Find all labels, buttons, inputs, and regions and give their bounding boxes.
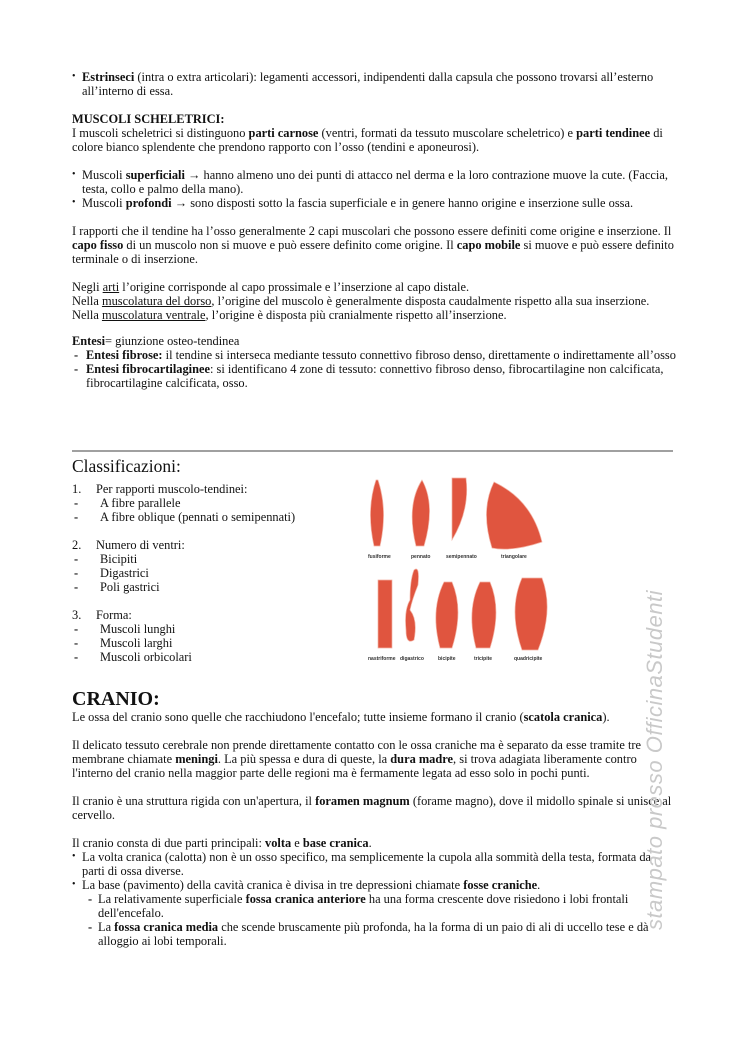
group-label-text: Forma:	[96, 608, 132, 622]
group-label-text: Numero di ventri:	[96, 538, 185, 552]
fossa-anteriore	[72, 892, 676, 920]
tricipite-muscle-shape	[472, 582, 496, 648]
group-item	[72, 552, 362, 566]
text-run: l’origine corrisponde al capo prossimale e l’inserzione al capo distale.	[119, 280, 470, 294]
underlined-term: arti	[102, 280, 120, 294]
bullet-volta	[72, 850, 676, 878]
classificazioni-section	[72, 456, 362, 664]
digastrico-muscle-shape	[406, 569, 419, 641]
group-label	[72, 608, 362, 622]
group-item	[72, 566, 362, 580]
group-label-text: Per rapporti muscolo-tendinei:	[96, 482, 248, 496]
group-number: 2.	[72, 538, 82, 552]
classificazioni-title: Classificazioni:	[72, 456, 181, 476]
group-item-text: Digastrici	[100, 566, 149, 580]
rapporti-paragraph	[72, 224, 676, 266]
underlined-term: muscolatura ventrale	[101, 308, 206, 322]
muscoli-intro	[72, 126, 676, 154]
text-run: si muove e può essere definito terminale o di inserzione.	[72, 238, 674, 266]
bold-term: superficiali	[125, 168, 185, 182]
group-item-text: A fibre parallele	[100, 496, 181, 510]
cranio-section	[72, 688, 676, 948]
text-run: ).	[602, 710, 610, 724]
group-number: 3.	[72, 608, 82, 622]
bold-term: fossa cranica media	[114, 920, 219, 934]
bold-term: meningi	[175, 752, 218, 766]
cranio-p2	[72, 738, 676, 780]
bold-term: scatola cranica	[523, 710, 603, 724]
classification-group	[72, 538, 362, 594]
text-run: , l’origine è disposta più cranialmente rispetto all’inserzione.	[205, 308, 507, 322]
group-item	[72, 580, 362, 594]
text-run: (ventri, formati da tessuto muscolare scheletrico) e	[318, 126, 577, 140]
text-run: , l’origine del muscolo è generalmente disposta caudalmente rispetto alla sua inserzione.	[211, 294, 650, 308]
text-run: La volta cranica (calotta) non è un osso specifico, ma semplicemente la cupola alla sommità della testa, formata da parti di ossa diverse.	[82, 850, 652, 878]
text-run: I rapporti che il tendine ha l’osso generalmente 2 capi muscolari che possono essere definiti come origine e inserzione. Il	[72, 224, 672, 238]
bicipite-muscle-shape	[436, 582, 458, 648]
muscoli-title: MUSCOLI SCHELETRICI:	[72, 112, 225, 126]
entesi-definition	[72, 334, 676, 348]
origine-arti	[72, 280, 676, 294]
cranio-title: CRANIO:	[72, 688, 160, 710]
text-run: Le ossa del cranio sono quelle che racchiudono l'encefalo; tutte insieme formano il cranio (	[72, 710, 524, 724]
estrinseci-text	[72, 70, 676, 98]
text-run: I muscoli scheletrici si distinguono	[72, 126, 249, 140]
text-run: = giunzione osteo-tendinea	[105, 334, 240, 348]
group-label	[72, 482, 362, 496]
group-number: 1.	[72, 482, 82, 496]
semipennato-label: semipennato	[446, 554, 477, 560]
group-item	[72, 650, 362, 664]
text-run: Muscoli	[82, 168, 126, 182]
group-item	[72, 496, 362, 510]
bold-term: profondi	[125, 196, 172, 210]
text-run: Muscoli	[82, 196, 126, 210]
text-run: e	[291, 836, 303, 850]
bold-term: dura madre	[390, 752, 454, 766]
text-run: (forame magno), dove il midollo spinale si unisce al cervello.	[72, 794, 672, 822]
group-item	[72, 510, 362, 524]
bold-term: Estrinseci	[82, 70, 135, 84]
muscoli-section	[72, 112, 676, 390]
text-run: di colore bianco splendente che prendono rapporto con l’osso (tendini e aponeurosi).	[72, 126, 663, 154]
digastrico-label: digastrico	[400, 656, 424, 662]
text-run: che scende bruscamente più profonda, ha la forma di un paio di ali di uccello tese e dà alloggio ai lobi temporali.	[98, 920, 649, 948]
triangolare-muscle-shape	[486, 482, 542, 549]
bullet-base	[72, 878, 676, 892]
estrinseci-bullet	[72, 70, 676, 98]
text-run: La base (pavimento) della cavità cranica è divisa in tre depressioni chiamate	[82, 878, 464, 892]
group-item-text: Poli gastrici	[100, 580, 160, 594]
muscle-shapes-figure	[362, 470, 562, 665]
nastriforme-label: nastriforme	[368, 656, 396, 662]
text-run: Nella	[72, 308, 102, 322]
bold-term: Entesi fibrose:	[86, 348, 163, 362]
watermark: stampato presso OfficinaStudenti	[642, 589, 667, 930]
cranio-p1	[72, 710, 676, 724]
text-run: (intra o extra articolari): legamenti accessori, indipendenti dalla capsula che possono trovarsi all’esterno all’interno di essa.	[82, 70, 654, 98]
classificazioni-list	[72, 482, 362, 664]
group-item-text: A fibre oblique (pennati o semipennati)	[100, 510, 296, 524]
semipennato-muscle-shape	[452, 478, 467, 540]
bold-term: Entesi	[72, 334, 106, 348]
text-run: Il cranio è una struttura rigida con un'apertura, il	[72, 794, 316, 808]
text-run: Il delicato tessuto cerebrale non prende direttamente contatto con le ossa craniche ma è separato da esse tramite tre membrane chiamate	[72, 738, 642, 766]
fusiforme-muscle-shape	[370, 480, 383, 546]
text-run: Nella	[72, 294, 102, 308]
bold-term: base cranica	[302, 836, 369, 850]
group-item	[72, 636, 362, 650]
text-run: Il cranio consta di due parti principali:	[72, 836, 266, 850]
fusiforme-label: fusiforme	[368, 554, 391, 560]
text-run: .	[368, 836, 372, 850]
quadricipite-muscle-shape	[515, 578, 547, 650]
entesi-fibrocartilaginee	[72, 362, 676, 390]
text-run: .	[537, 878, 541, 892]
text-run: La	[98, 920, 115, 934]
group-item-text: Muscoli larghi	[100, 636, 173, 650]
bold-term: capo mobile	[456, 238, 521, 252]
group-item	[72, 622, 362, 636]
group-item-text: Bicipiti	[100, 552, 138, 566]
text-run: → hanno almeno uno dei punti di attacco nel derma e la loro contrazione muove la cute. (Faccia, testa, collo e palmo della mano).	[82, 168, 668, 196]
text-run: → sono disposti sotto la fascia superficiale e in genere hanno origine e inserzione sulle ossa.	[171, 196, 634, 210]
bold-term: volta	[265, 836, 292, 850]
group-label	[72, 538, 362, 552]
origine-ventrale	[72, 308, 676, 322]
bold-term: capo fisso	[72, 238, 124, 252]
text-run: : si identificano 4 zone di tessuto: connettivo fibroso denso, fibrocartilagine non calcificata, fibrocartilagine calcificata, osso.	[86, 362, 664, 390]
pennato-label: pennato	[411, 554, 431, 560]
bold-term: foramen magnum	[315, 794, 410, 808]
bullet-profondi	[72, 196, 676, 210]
bold-term: parti carnose	[248, 126, 319, 140]
group-item-text: Muscoli orbicolari	[100, 650, 192, 664]
nastriforme-muscle-shape	[378, 580, 392, 648]
text-run: Negli	[72, 280, 103, 294]
cranio-p3	[72, 794, 676, 822]
text-run: . La più spessa e dura di queste, la	[217, 752, 391, 766]
bold-term: parti tendinee	[576, 126, 651, 140]
pennato-muscle-shape	[412, 480, 429, 546]
bold-term: fossa cranica anteriore	[245, 892, 366, 906]
section-divider	[72, 450, 673, 452]
underlined-term: muscolatura del dorso	[101, 294, 212, 308]
quadricipite-label: quadricipite	[514, 656, 543, 662]
fossa-media	[72, 920, 676, 948]
bicipite-label: bicipite	[438, 656, 456, 662]
text-run: di un muscolo non si muove e può essere definito come origine. Il	[123, 238, 457, 252]
entesi-fibrose	[72, 348, 676, 362]
text-run: ha una forma crescente dove risiedono i lobi frontali dell'encefalo.	[98, 892, 629, 920]
classification-group	[72, 608, 362, 664]
cranio-p4	[72, 836, 676, 850]
bold-term: Entesi fibrocartilaginee	[86, 362, 211, 376]
origine-dorso	[72, 294, 676, 308]
triangolare-label: triangolare	[501, 554, 527, 560]
text-run: il tendine si interseca mediante tessuto connettivo fibroso denso, direttamente o indirettamente all’osso	[162, 348, 676, 362]
text-run: , si trova adagiata liberamente contro l'interno del cranio nella maggior parte delle regioni ma è fermamente legata ad esso solo in pochi punti.	[72, 752, 637, 780]
group-item-text: Muscoli lunghi	[100, 622, 176, 636]
bullet-superficiali	[72, 168, 676, 196]
tricipite-label: tricipite	[474, 656, 493, 662]
classification-group	[72, 482, 362, 524]
bold-term: fosse craniche	[463, 878, 538, 892]
text-run: La relativamente superficiale	[98, 892, 246, 906]
